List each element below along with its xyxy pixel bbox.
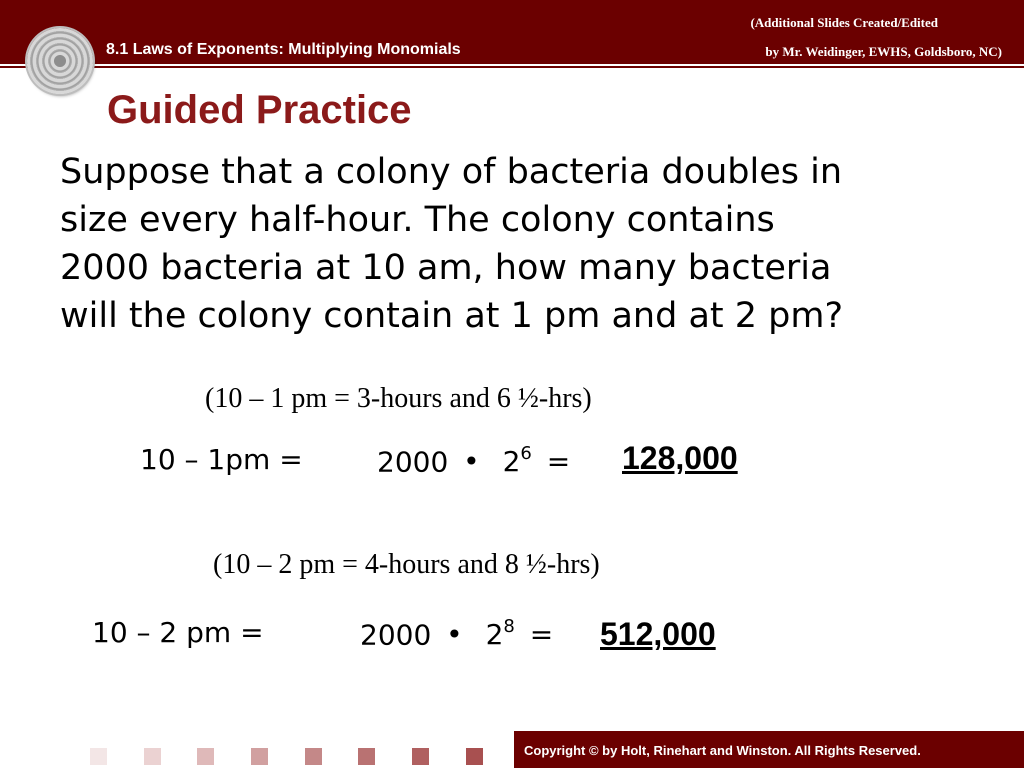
decor-square [197,748,214,765]
part1-equals: = [546,445,571,479]
part1-base-amount: 2000 [377,445,449,479]
part2-dot: • [446,618,463,652]
part2-base-amount: 2000 [360,618,432,652]
slide-title: Guided Practice [107,88,412,132]
part2-exponent: 8 [503,616,515,637]
problem-line: will the colony contain at 1 pm and at 2 pm? [60,296,844,336]
problem-line: 2000 bacteria at 10 am, how many bacteria [60,248,832,288]
part2-expression [360,618,553,651]
decor-square [412,748,429,765]
decorative-squares [90,748,510,766]
part1-exponent: 6 [520,443,532,464]
credit-line-2: by Mr. Weidinger, EWHS, Goldsboro, NC) [765,44,1002,59]
problem-statement [60,148,1010,340]
problem-line: size every half-hour. The colony contains [60,200,775,240]
part1-answer: 128,000 [622,440,738,476]
part1-dot: • [463,445,480,479]
part2-base: 2 [485,618,504,652]
decor-square [90,748,107,765]
copyright-notice: Copyright © by Holt, Rinehart and Winston. All Rights Reserved. [524,743,921,758]
decor-square [466,748,483,765]
part1-base: 2 [502,445,521,479]
decor-square [251,748,268,765]
problem-line: Suppose that a colony of bacteria doubles in [60,152,842,192]
part2-answer: 512,000 [600,616,716,652]
decor-square [358,748,375,765]
lesson-title: 8.1 Laws of Exponents: Multiplying Monomials [106,41,461,58]
part1-expression [377,445,570,478]
part2-note: (10 – 2 pm = 4-hours and 8 ½-hrs) [213,549,600,580]
decor-square [305,748,322,765]
header-divider [0,66,1024,68]
concentric-circles-logo-icon [27,28,93,94]
part2-equals: = [529,618,554,652]
part1-note: (10 – 1 pm = 3-hours and 6 ½-hrs) [205,383,592,414]
part2-label: 10 – 2 pm = [92,616,264,649]
credit-line-1: (Additional Slides Created/Edited [750,15,938,30]
part1-label: 10 – 1pm = [140,443,303,476]
decor-square [144,748,161,765]
